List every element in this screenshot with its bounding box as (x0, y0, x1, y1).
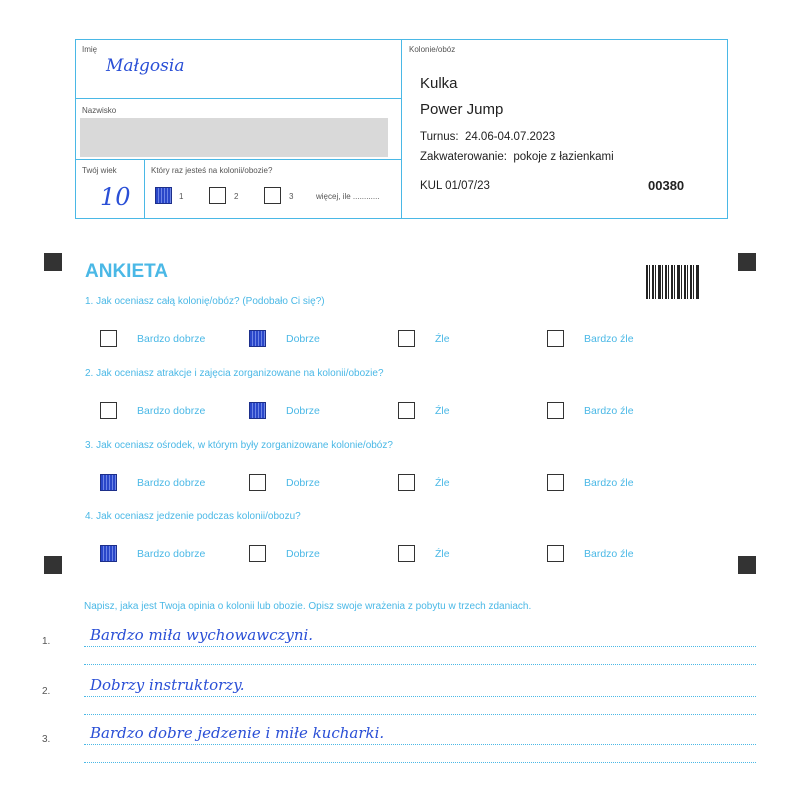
header-divider-vertical (401, 39, 402, 218)
question-2-checkbox-4[interactable] (547, 402, 564, 419)
question-4-option-1-label: Bardzo dobrze (137, 548, 206, 560)
question-4-checkbox-1[interactable] (100, 545, 117, 562)
name-value: Małgosia (106, 56, 185, 76)
times-option-3: 3 (289, 192, 294, 201)
camp-name: Kulka (420, 75, 458, 92)
question-1-option-1-label: Bardzo dobrze (137, 333, 206, 345)
opinion-line-3-text: Bardzo dobre jedzenie i miłe kucharki. (90, 724, 385, 742)
times-option-1: 1 (179, 192, 184, 201)
alignment-marker-bottom-left (44, 556, 62, 574)
alignment-marker-top-right (738, 253, 756, 271)
form-number: 00380 (648, 178, 685, 193)
opinion-line-1-dotted-rule-lower (84, 664, 756, 665)
opinion-line-2-text: Dobrzy instruktorzy. (90, 676, 245, 694)
question-1-checkbox-3[interactable] (398, 330, 415, 347)
alignment-marker-top-left (44, 253, 62, 271)
opinion-line-2-number: 2. (42, 686, 51, 697)
turnus: Turnus: 24.06-04.07.2023 (420, 131, 556, 143)
opinion-line-3-dotted-rule-lower (84, 762, 756, 763)
opinion-line-1-text: Bardzo miła wychowawczyni. (90, 626, 314, 644)
opinion-line-1-dotted-rule (84, 646, 756, 647)
alignment-marker-bottom-right (738, 556, 756, 574)
accommodation: Zakwaterowanie: pokoje z łazienkami (420, 151, 614, 163)
times-label: Który raz jesteś na kolonii/obozie? (151, 166, 273, 175)
question-2-checkbox-1[interactable] (100, 402, 117, 419)
question-3-option-2-label: Dobrze (286, 477, 320, 489)
question-4-option-3-label: Źle (435, 548, 450, 560)
question-3-option-1-label: Bardzo dobrze (137, 477, 206, 489)
question-1-checkbox-2[interactable] (249, 330, 266, 347)
opinion-line-2-dotted-rule-lower (84, 714, 756, 715)
question-4-option-4-label: Bardzo źle (584, 548, 634, 560)
question-1-checkbox-4[interactable] (547, 330, 564, 347)
opinion-line-1-number: 1. (42, 636, 51, 647)
question-3-checkbox-2[interactable] (249, 474, 266, 491)
header-divider-age (144, 159, 145, 218)
question-4-option-2-label: Dobrze (286, 548, 320, 560)
question-1-option-2-label: Dobrze (286, 333, 320, 345)
times-more-label: więcej, ile ............ (316, 192, 380, 201)
times-checkbox-2[interactable] (209, 187, 226, 204)
question-4-text: 4. Jak oceniasz jedzenie podczas kolonii/obozu? (85, 511, 301, 522)
survey-title: ANKIETA (85, 261, 169, 282)
header-divider-name (75, 98, 401, 99)
question-2-option-3-label: Źle (435, 405, 450, 417)
camp-label: Kolonie/obóz (409, 45, 456, 54)
question-2-text: 2. Jak oceniasz atrakcje i zajęcia zorganizowane na kolonii/obozie? (85, 368, 384, 379)
question-1-text: 1. Jak oceniasz całą kolonię/obóz? (Podobało Ci się?) (85, 296, 325, 307)
opinion-line-3-number: 3. (42, 734, 51, 745)
question-2-option-1-label: Bardzo dobrze (137, 405, 206, 417)
surname-redacted (80, 118, 388, 157)
opinion-prompt: Napisz, jaka jest Twoja opinia o kolonii lub obozie. Opisz swoje wrażenia z pobytu w trzech zdaniach. (84, 601, 532, 612)
camp-program: Power Jump (420, 101, 504, 118)
question-3-text: 3. Jak oceniasz ośrodek, w którym były zorganizowane kolonie/obóz? (85, 440, 393, 451)
question-3-option-4-label: Bardzo źle (584, 477, 634, 489)
times-option-2: 2 (234, 192, 239, 201)
times-checkbox-1[interactable] (155, 187, 172, 204)
question-3-checkbox-3[interactable] (398, 474, 415, 491)
times-checkbox-3[interactable] (264, 187, 281, 204)
header-divider-surname (75, 159, 401, 160)
question-4-checkbox-3[interactable] (398, 545, 415, 562)
question-2-option-4-label: Bardzo źle (584, 405, 634, 417)
question-3-checkbox-4[interactable] (547, 474, 564, 491)
question-4-checkbox-4[interactable] (547, 545, 564, 562)
question-1-option-3-label: Źle (435, 333, 450, 345)
camp-code: KUL 01/07/23 (420, 180, 490, 192)
question-3-option-3-label: Źle (435, 477, 450, 489)
question-4-checkbox-2[interactable] (249, 545, 266, 562)
barcode (646, 265, 700, 299)
age-label: Twój wiek (82, 166, 117, 175)
question-2-checkbox-2[interactable] (249, 402, 266, 419)
surname-label: Nazwisko (82, 106, 117, 115)
opinion-line-3-dotted-rule (84, 744, 756, 745)
question-3-checkbox-1[interactable] (100, 474, 117, 491)
name-label: Imię (82, 45, 98, 54)
opinion-line-2-dotted-rule (84, 696, 756, 697)
age-value: 10 (100, 183, 131, 211)
question-1-checkbox-1[interactable] (100, 330, 117, 347)
question-2-checkbox-3[interactable] (398, 402, 415, 419)
question-2-option-2-label: Dobrze (286, 405, 320, 417)
question-1-option-4-label: Bardzo źle (584, 333, 634, 345)
